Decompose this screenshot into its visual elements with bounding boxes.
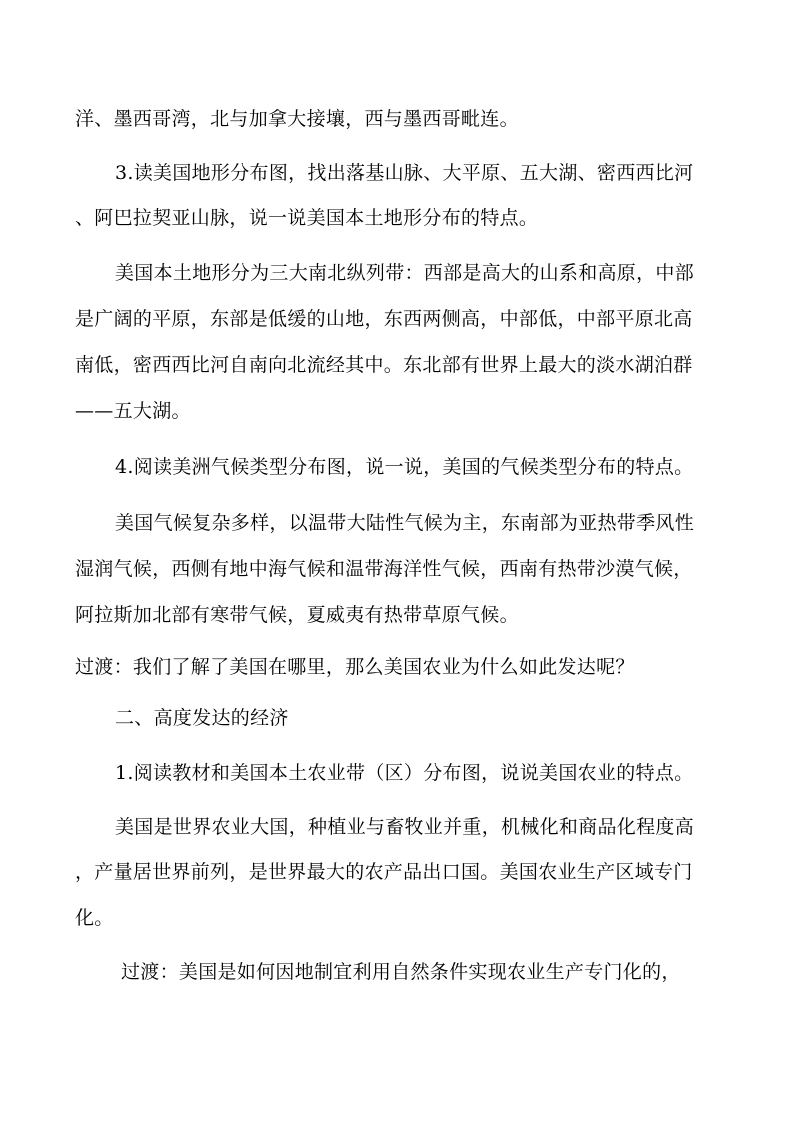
text-line-14: 1.阅读教材和美国本土农业带（区）分布图，说说美国农业的特点。 [115, 762, 694, 784]
text-line-10: 湿润气候，西侧有地中海气候和温带海洋性气候，西南有热带沙漠气候， [75, 558, 693, 580]
text-line-9: 美国气候复杂多样，以温带大陆性气候为主，东南部为亚热带季风性 [115, 512, 695, 534]
text-line-4: 美国本土地形分为三大南北纵列带：西部是高大的山系和高原，中部 [115, 262, 695, 284]
text-line-5: 是广阔的平原，东部是低缓的山地，东西两侧高，中部低，中部平原北高 [75, 308, 693, 330]
text-line-7: ——五大湖。 [75, 400, 191, 422]
text-line-13: 二、高度发达的经济 [115, 707, 289, 729]
text-line-3: 、阿巴拉契亚山脉，说一说美国本土地形分布的特点。 [75, 207, 539, 229]
text-line-18: 过渡：美国是如何因地制宜利用自然条件实现农业生产专门化的， [121, 961, 681, 983]
text-line-16: ，产量居世界前列，是世界最大的农产品出口国。美国农业生产区域专门 [75, 861, 693, 883]
text-line-11: 阿拉斯加北部有寒带气候，夏威夷有热带草原气候。 [75, 604, 519, 626]
text-line-12: 过渡：我们了解了美国在哪里，那么美国农业为什么如此发达呢？ [75, 656, 635, 678]
text-line-17: 化。 [75, 907, 114, 929]
text-line-6: 南低，密西西比河自南向北流经其中。东北部有世界上最大的淡水湖泊群 [75, 354, 693, 376]
text-line-2: 3.读美国地形分布图，找出落基山脉、大平原、五大湖、密西西比河 [115, 162, 694, 184]
text-line-15: 美国是世界农业大国，种植业与畜牧业并重，机械化和商品化程度高 [115, 816, 695, 838]
text-line-1: 洋、墨西哥湾，北与加拿大接壤，西与墨西哥毗连。 [75, 108, 519, 130]
text-line-8: 4.阅读美洲气候类型分布图，说一说，美国的气候类型分布的特点。 [115, 456, 694, 478]
